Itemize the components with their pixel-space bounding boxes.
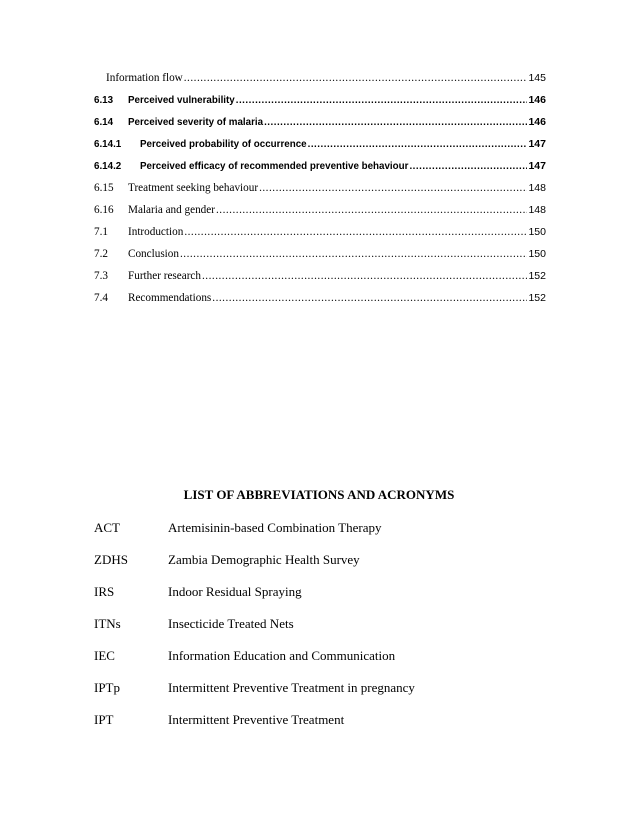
- toc-entry-7-4[interactable]: [94, 292, 546, 314]
- abbreviation-code: IEC: [94, 648, 115, 663]
- abbreviation-code: IRS: [94, 584, 115, 599]
- toc-entry-page: 150: [528, 248, 546, 260]
- toc-entry-6-14[interactable]: [94, 116, 546, 138]
- toc-entry-page: 146: [528, 116, 546, 128]
- abbreviation-row: [94, 512, 554, 544]
- toc-entry-number: 7.1: [94, 226, 108, 238]
- toc-entry-7-1[interactable]: [94, 226, 546, 248]
- abbreviation-row: [94, 608, 554, 640]
- abbreviation-row: [94, 640, 554, 672]
- toc-entry-page: 147: [528, 138, 546, 150]
- toc-entry-page: 152: [528, 270, 546, 282]
- toc-leader-dots: [264, 117, 527, 128]
- abbreviation-meaning: Indoor Residual Spraying: [168, 584, 302, 599]
- toc-entry-7-2[interactable]: [94, 248, 546, 270]
- toc-entry-page: 148: [528, 204, 546, 216]
- toc-entry-title: Perceived severity of malaria: [128, 117, 264, 128]
- toc-leader-dots: [180, 248, 528, 260]
- toc-leader-dots: [409, 161, 527, 172]
- toc-leader-dots: [212, 292, 527, 304]
- abbreviation-row: [94, 544, 554, 576]
- toc-entry-7-3[interactable]: [94, 270, 546, 292]
- toc-entry-number: 7.2: [94, 248, 108, 260]
- abbreviation-code: ACT: [94, 520, 120, 535]
- toc-entry-title: Perceived probability of occurrence: [140, 139, 307, 150]
- abbreviations-list: [94, 512, 554, 736]
- abbreviation-meaning: Artemisinin-based Combination Therapy: [168, 520, 382, 535]
- toc-entry-title: Perceived vulnerability: [128, 95, 235, 106]
- toc-leader-dots: [259, 182, 527, 194]
- toc-entry-title: Malaria and gender: [128, 204, 215, 216]
- toc-entry-title: Information flow: [106, 72, 183, 84]
- toc-entry-number: 6.16: [94, 204, 114, 216]
- toc-entry-number: 6.14.1: [94, 139, 122, 150]
- toc-entry-title: Introduction: [128, 226, 184, 238]
- abbreviation-meaning: Zambia Demographic Health Survey: [168, 552, 360, 567]
- toc-entry-title: Conclusion: [128, 248, 179, 260]
- abbreviation-code: ZDHS: [94, 552, 128, 567]
- abbreviation-code: IPTp: [94, 680, 120, 695]
- abbreviation-row: [94, 576, 554, 608]
- table-of-contents: [94, 72, 546, 314]
- toc-leader-dots: [216, 204, 527, 216]
- toc-entry-page: 150: [528, 226, 546, 238]
- toc-entry-title: Further research: [128, 270, 201, 282]
- toc-entry-number: 6.14: [94, 117, 114, 128]
- abbreviation-meaning: Intermittent Preventive Treatment in pregnancy: [168, 680, 415, 695]
- toc-entry-page: 145: [528, 72, 546, 84]
- toc-entry-6-13[interactable]: [94, 94, 546, 116]
- toc-entry-number: 6.15: [94, 182, 114, 194]
- abbreviation-code: ITNs: [94, 616, 121, 631]
- abbreviations-heading: LIST OF ABBREVIATIONS AND ACRONYMS: [183, 487, 455, 502]
- abbreviation-meaning: Information Education and Communication: [168, 648, 396, 663]
- toc-entry-title: Recommendations: [128, 292, 212, 304]
- toc-entry-6-16[interactable]: [94, 204, 546, 226]
- toc-entry-6-14-1[interactable]: [94, 138, 546, 160]
- toc-entry-title: Treatment seeking behaviour: [128, 182, 259, 194]
- abbreviation-row: [94, 704, 554, 736]
- abbreviation-row: [94, 672, 554, 704]
- abbreviation-code: IPT: [94, 712, 114, 727]
- toc-entry-page: 147: [528, 160, 546, 172]
- toc-entry-number: 7.3: [94, 270, 108, 282]
- toc-leader-dots: [308, 139, 528, 150]
- toc-entry-information-flow[interactable]: [94, 72, 546, 94]
- toc-leader-dots: [184, 72, 528, 84]
- toc-leader-dots: [202, 270, 527, 282]
- toc-entry-6-14-2[interactable]: [94, 160, 546, 182]
- toc-entry-number: 7.4: [94, 292, 108, 304]
- toc-leader-dots: [236, 95, 528, 106]
- abbreviation-meaning: Insecticide Treated Nets: [168, 616, 294, 631]
- toc-entry-page: 148: [528, 182, 546, 194]
- toc-entry-page: 146: [528, 94, 546, 106]
- toc-entry-page: 152: [528, 292, 546, 304]
- toc-entry-6-15[interactable]: [94, 182, 546, 204]
- toc-entry-title: Perceived efficacy of recommended preventive behaviour: [140, 161, 409, 172]
- toc-leader-dots: [184, 226, 527, 238]
- toc-entry-number: 6.14.2: [94, 161, 122, 172]
- toc-entry-number: 6.13: [94, 95, 114, 106]
- abbreviation-meaning: Intermittent Preventive Treatment: [168, 712, 345, 727]
